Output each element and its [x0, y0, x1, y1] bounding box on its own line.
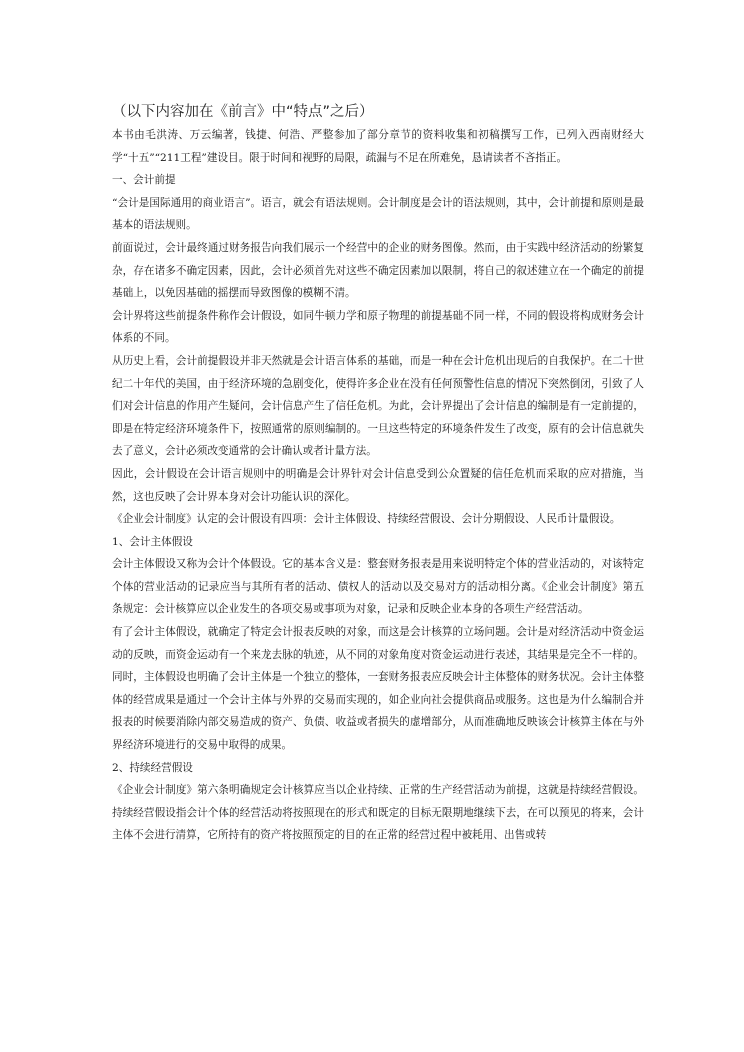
subsection-title-entity-assumption: 1、会计主体假设: [112, 535, 193, 548]
section-heading: （以下内容加在《前言》中“特点”之后）: [112, 104, 374, 120]
paragraph: 从历史上看，会计前提假设并非天然就是会计语言体系的基础，而是一种在会计危机出现后的自我保护。在二十世纪二十年代的美国，由于经济环境的急剧变化，使得许多企业在没有任何预警性信息的情况下突然倒闭，引致了人们对会计信息的作用产生疑问，会计信息产生了信任危机。为此，会计界提出了会计信息的编制是有一定前提的，即是在特定经济环境条件下，按照通常的原则编制的。一旦这些特定的环境条件发生了改变，原有的会计信息就失去了意义，会计必须改变通常的会计确认或者计量方法。: [112, 354, 644, 458]
section-title-accounting-premise: 一、会计前提: [112, 174, 176, 187]
paragraph: 《企业会计制度》认定的会计假设有四项：会计主体假设、持续经营假设、会计分期假设、人民币计量假设。: [112, 513, 621, 526]
document-body: [112, 124, 644, 847]
paragraph: “会计是国际通用的商业语言”。语言，就会有语法规则。会计制度是会计的语法规则，其中，会计前提和原则是最基本的语法规则。: [112, 196, 644, 232]
paragraph: 《企业会计制度》第六条明确规定会计核算应当以企业持续、正常的生产经营活动为前提，这就是持续经营假设。持续经营假设指会计个体的经营活动将按照现在的形式和既定的目标无限期地继续下去，在可以预见的将来，会计主体不会进行清算，它所持有的资产将按照预定的目的在正常的经营过程中被耗用、出售或转: [112, 784, 644, 842]
paragraph: 因此，会计假设在会计语言规则中的明确是会计界针对会计信息受到公众置疑的信任危机而采取的应对措施，当然，这也反映了会计界本身对会计功能认识的深化。: [112, 467, 644, 503]
paragraph: 有了会计主体假设，就确定了特定会计报表反映的对象，而这是会计核算的立场问题。会计是对经济活动中资金运动的反映，而资金运动有一个来龙去脉的轨迹，从不同的对象角度对资金运动进行表述，其结果是完全不一样的。同时，主体假设也明确了会计主体是一个独立的整体，一套财务报表应反映会计主体整体的财务状况。会计主体整体的经营成果是通过一个会计主体与外界的交易而实现的，如企业向社会提供商品或服务。这也是为什么编制合并报表的时候要消除内部交易造成的资产、负债、收益或者损失的虚增部分，从而准确地反映该会计核算主体在与外界经济环境进行的交易中取得的成果。: [112, 626, 644, 752]
paragraph-intro: 本书由毛洪涛、万云编著，钱捷、何浩、严整参加了部分章节的资料收集和初稿撰写工作，已列入西南财经大学“十五”“211工程”建设目。限于时间和视野的局限，疏漏与不足在所难免，恳请读者不吝指正。: [112, 129, 644, 164]
paragraph: 会计主体假设又称为会计个体假设。它的基本含义是：整套财务报表是用来说明特定个体的营业活动的，对该特定个体的营业活动的记录应当与其所有者的活动、债权人的活动以及交易对方的活动相分离。《企业会计制度》第五条规定：会计核算应以企业发生的各项交易或事项为对象，记录和反映企业本身的各项生产经营活动。: [112, 558, 644, 616]
paragraph: 前面说过，会计最终通过财务报告向我们展示一个经营中的企业的财务图像。然而，由于实践中经济活动的纷繁复杂，存在诸多不确定因素，因此，会计必须首先对这些不确定因素加以限制，将自己的叙述建立在一个确定的前提基础上，以免因基础的摇摆而导致图像的模糊不清。: [112, 241, 644, 300]
subsection-title-going-concern: 2、持续经营假设: [112, 761, 193, 774]
paragraph: 会计界将这些前提条件称作会计假设，如同牛顿力学和原子物理的前提基础不同一样，不同的假设将构成财务会计体系的不同。: [112, 309, 644, 345]
